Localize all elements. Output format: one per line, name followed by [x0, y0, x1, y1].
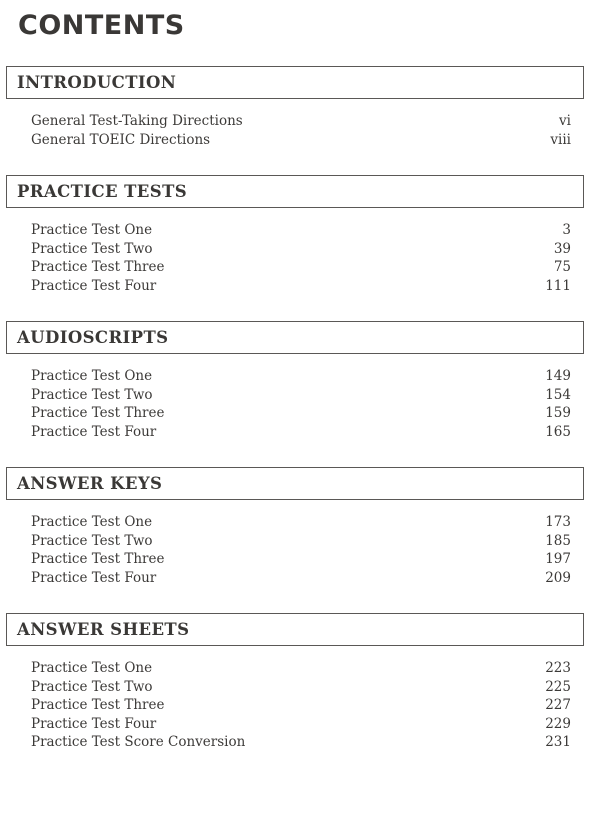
entry-label: Practice Test One: [31, 514, 153, 530]
section-header: [6, 467, 584, 500]
entry-page-number: 231: [545, 734, 571, 751]
toc-entry[interactable]: [0, 112, 600, 131]
toc-entry-list: [0, 112, 600, 149]
entry-page-number: 225: [545, 678, 571, 695]
toc-entry[interactable]: [0, 386, 600, 405]
section-title: ANSWER KEYS: [17, 474, 163, 493]
entry-page-number: 165: [545, 423, 571, 440]
entry-label: General Test-Taking Directions: [31, 113, 243, 129]
toc-entry-list: [0, 221, 600, 295]
entry-page-number: vi: [559, 113, 571, 129]
toc-entry[interactable]: [0, 131, 600, 150]
toc-entry[interactable]: [0, 513, 600, 532]
toc-entry[interactable]: [0, 733, 600, 752]
toc-entry-list: [0, 367, 600, 441]
entry-label: Practice Test Two: [31, 240, 153, 257]
entry-label: Practice Test Three: [31, 259, 165, 276]
entry-label: Practice Test Two: [31, 386, 153, 403]
entry-label: Practice Test Three: [31, 405, 165, 422]
toc-entry[interactable]: [0, 696, 600, 715]
entry-label: Practice Test One: [31, 368, 153, 384]
entry-page-number: 185: [545, 532, 571, 549]
section-header: [6, 175, 584, 208]
section-title: AUDIOSCRIPTS: [17, 328, 169, 347]
toc-entry-list: [0, 513, 600, 587]
entry-page-number: 75: [553, 259, 571, 276]
entry-page-number: 39: [553, 240, 571, 257]
toc-entry[interactable]: [0, 240, 600, 259]
entry-page-number: 223: [545, 660, 571, 676]
entry-page-number: 149: [545, 368, 571, 384]
toc-entry[interactable]: [0, 423, 600, 442]
section-header: [6, 321, 584, 354]
entry-label: Practice Test One: [31, 222, 153, 238]
toc-entry[interactable]: [0, 569, 600, 588]
toc-entry[interactable]: [0, 550, 600, 569]
section-title: ANSWER SHEETS: [17, 620, 190, 639]
entry-page-number: 229: [545, 715, 571, 732]
entry-label: Practice Test Two: [31, 678, 153, 695]
toc-entry[interactable]: [0, 678, 600, 697]
entry-label: Practice Test Two: [31, 532, 153, 549]
entry-label: Practice Test Four: [31, 423, 157, 440]
toc-entry[interactable]: [0, 404, 600, 423]
toc-entry[interactable]: [0, 659, 600, 678]
section-header: [6, 66, 584, 99]
section-header: [6, 613, 584, 646]
entry-page-number: 209: [545, 569, 571, 586]
entry-page-number: 3: [562, 222, 571, 238]
toc-entry[interactable]: [0, 277, 600, 296]
entry-label: Practice Test Score Conversion: [31, 734, 246, 751]
toc-entry[interactable]: [0, 221, 600, 240]
toc-entry-list: [0, 659, 600, 752]
entry-label: Practice Test Four: [31, 277, 157, 294]
section-title: PRACTICE TESTS: [17, 182, 188, 201]
toc-entry[interactable]: [0, 715, 600, 734]
entry-page-number: 154: [545, 386, 571, 403]
toc-entry[interactable]: [0, 532, 600, 551]
entry-label: Practice Test Four: [31, 569, 157, 586]
entry-label: General TOEIC Directions: [31, 131, 211, 148]
section-title: INTRODUCTION: [17, 73, 177, 92]
entry-page-number: 159: [545, 405, 571, 422]
page-title: CONTENTS: [18, 10, 185, 41]
entry-page-number: 173: [545, 514, 571, 530]
toc-entry[interactable]: [0, 258, 600, 277]
entry-label: Practice Test Four: [31, 715, 157, 732]
entry-page-number: 197: [545, 551, 571, 568]
entry-page-number: 227: [545, 697, 571, 714]
entry-page-number: viii: [550, 131, 571, 148]
entry-label: Practice Test One: [31, 660, 153, 676]
toc-entry[interactable]: [0, 367, 600, 386]
entry-label: Practice Test Three: [31, 551, 165, 568]
entry-label: Practice Test Three: [31, 697, 165, 714]
entry-page-number: 111: [545, 277, 571, 294]
